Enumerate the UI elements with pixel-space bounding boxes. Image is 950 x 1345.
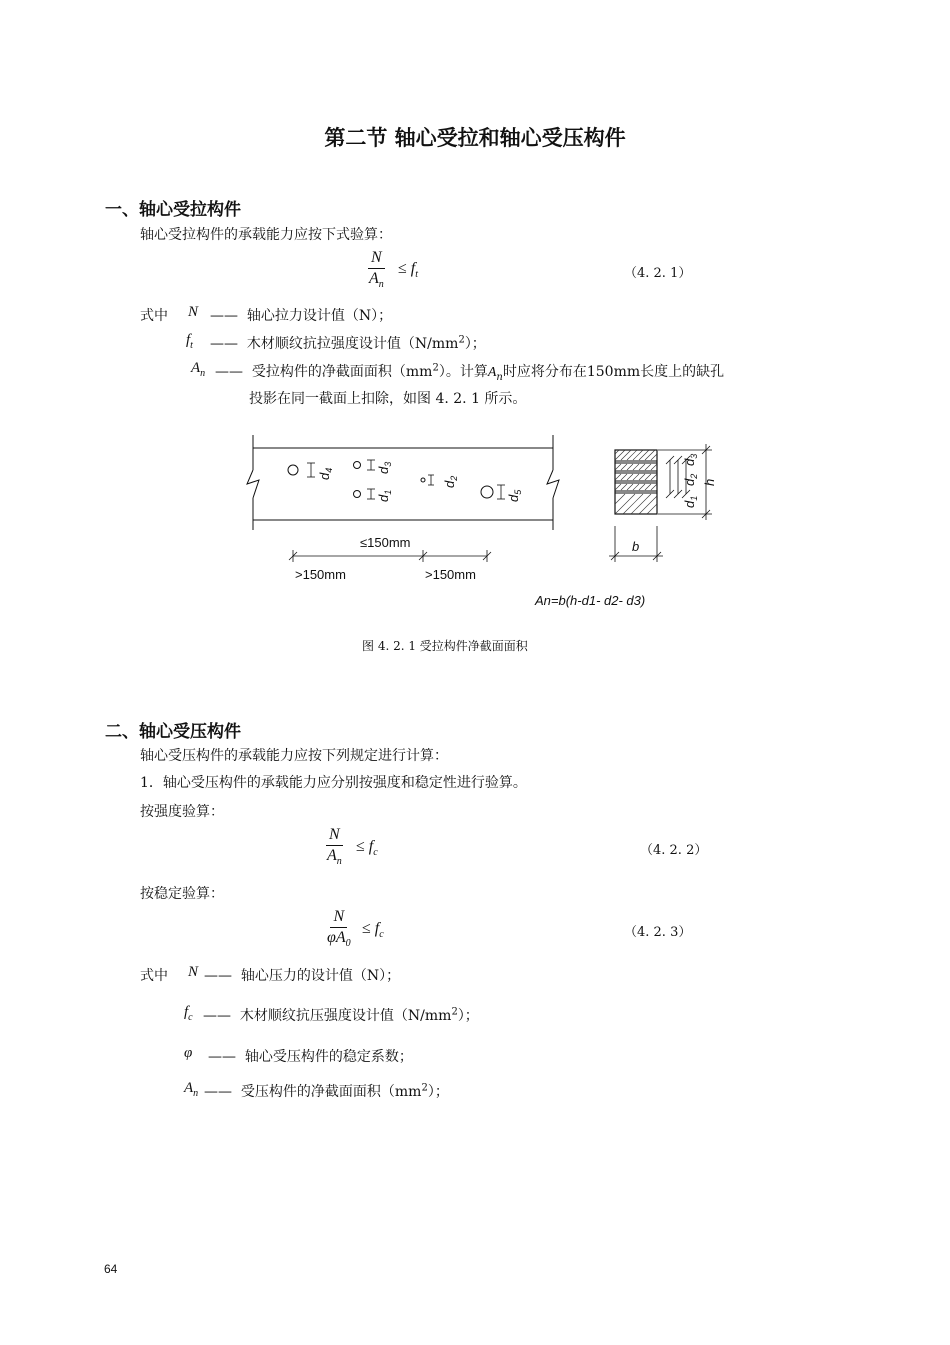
def-symbol-ft: $f_t$ (186, 332, 193, 351)
where-label-2: 式中 (140, 968, 168, 984)
fraction-denominator: $\varphi A_0$ (327, 929, 351, 950)
def2-row-fc: —— 木材顺纹抗压强度设计值$(N/mm^2)$； (203, 1006, 479, 1024)
label-section-d1: $d_1$ (682, 495, 699, 508)
section2-intro: 轴心受压构件的承载能力应按下列规定进行计算： (140, 748, 448, 764)
beam-side-view (247, 435, 559, 530)
def-symbol-N: N (188, 304, 199, 320)
label-d5: $d_5$ (506, 489, 523, 502)
formula-4-2-2-fraction (324, 826, 345, 871)
formula-4-2-3-fraction (324, 908, 354, 953)
section2-item1: 1．轴心受压构件的承载能力应分别按强度和稳定性进行验算。 (140, 775, 527, 791)
dimension-line-150mm (289, 550, 491, 562)
figure-formula: An=b(h-d1- d2- d3) (535, 593, 646, 608)
def-symbol-An: $A_n$ (191, 360, 206, 379)
fraction-numerator: N (368, 249, 385, 269)
label-section-d3: $d_3$ (682, 453, 699, 466)
hole-d1 (354, 491, 361, 498)
def2-symbol-An: $A_n$ (184, 1080, 199, 1099)
label-gt-150mm-left: >150mm (295, 567, 346, 582)
where-label: 式中 (140, 308, 168, 324)
fraction-numerator: N (330, 908, 347, 928)
figure-4-2-1 (230, 430, 730, 615)
fraction-denominator: $A_n$ (369, 270, 384, 291)
def2-symbol-fc: $f_c$ (184, 1004, 193, 1023)
formula-4-2-1-fraction (366, 249, 387, 294)
section1-heading: 一、轴心受拉构件 (105, 200, 241, 220)
formula-4-2-2-rhs: ≤ $f_c$ (356, 838, 378, 859)
def-row-N: —— 轴心拉力设计值（N）； (210, 308, 393, 324)
def2-row-An: —— 受压构件的净截面面积$(mm^2)$； (204, 1082, 449, 1100)
hole-dimension-arrows (307, 460, 505, 499)
strength-label: 按强度验算： (140, 804, 224, 820)
hole-d3 (354, 462, 361, 469)
label-gt-150mm-right: >150mm (425, 567, 476, 582)
label-d1: $d_1$ (376, 489, 393, 502)
label-le-150mm: ≤150mm (360, 535, 411, 550)
figure-caption: 图 4. 2. 1 受拉构件净截面面积 (362, 639, 528, 653)
def-row-An: —— 受拉构件的净截面面积$(mm^2)$。计算$A_n$时应将分布在150mm长度上的缺孔 (215, 362, 725, 383)
label-section-b: b (632, 539, 640, 554)
label-d3: $d_3$ (376, 461, 393, 474)
equation-number-4-2-2: （4. 2. 2） (640, 843, 708, 858)
hole-d4 (288, 465, 298, 475)
def-row-An-continued: 投影在同一截面上扣除，如图 4. 2. 1 所示。 (249, 391, 527, 407)
def2-row-phi: —— 轴心受压构件的稳定系数； (208, 1049, 413, 1065)
section2-heading: 二、轴心受压构件 (105, 722, 241, 742)
fraction-numerator: N (326, 826, 343, 846)
fraction-denominator: $A_n$ (327, 847, 342, 868)
label-d2: $d_2$ (442, 475, 459, 488)
section1-intro: 轴心受拉构件的承载能力应按下式验算： (140, 227, 392, 243)
page-title: 第二节 轴心受拉和轴心受压构件 (324, 126, 626, 150)
stability-label: 按稳定验算： (140, 886, 224, 902)
equation-number-4-2-1: （4. 2. 1） (624, 266, 692, 281)
cross-section (615, 450, 657, 514)
label-section-d2: $d_2$ (682, 473, 699, 486)
label-section-h: h (702, 478, 717, 486)
hole-d5 (481, 486, 493, 498)
page-number: 64 (104, 1262, 118, 1276)
def2-row-N: —— 轴心压力的设计值（N）； (204, 968, 401, 984)
formula-4-2-3-rhs: ≤ $f_c$ (362, 920, 384, 941)
def2-symbol-N: N (188, 964, 199, 980)
equation-number-4-2-3: （4. 2. 3） (624, 925, 692, 940)
label-d4: $d_4$ (317, 467, 334, 480)
hole-d2 (421, 478, 425, 482)
formula-4-2-1-rhs: ≤ $f_t$ (398, 260, 419, 281)
def2-symbol-phi: φ (184, 1045, 193, 1061)
def-row-ft: —— 木材顺纹抗拉强度设计值$(N/mm^2)$； (210, 334, 486, 352)
